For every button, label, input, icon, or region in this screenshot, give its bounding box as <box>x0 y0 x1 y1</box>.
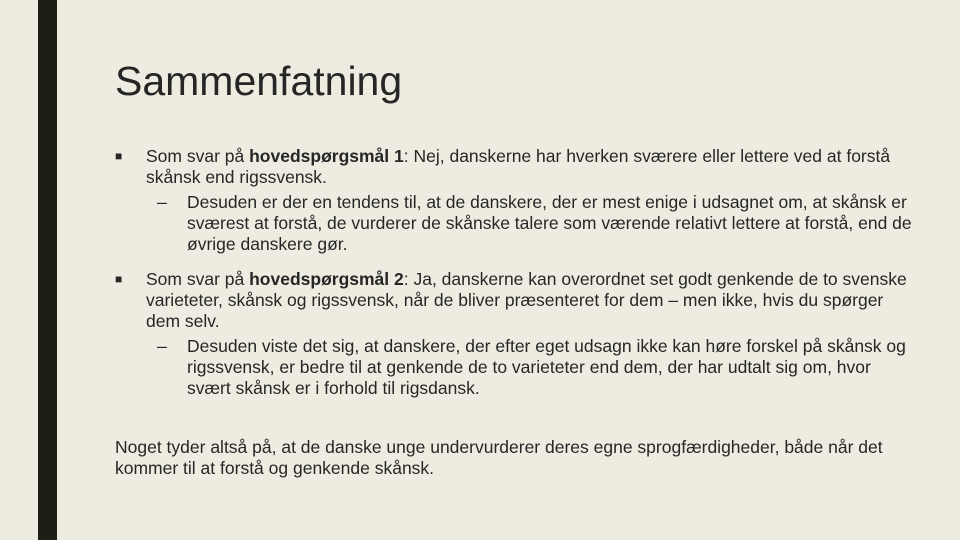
bullet-item-2 <box>115 269 915 332</box>
bullet-1-bold: hovedspørgsmål 1 <box>249 146 404 166</box>
bullet-2-bold: hovedspørgsmål 2 <box>249 269 404 289</box>
slide-body <box>115 146 915 479</box>
sub-bullet-item-2 <box>115 336 915 399</box>
slide-title: Sammenfatning <box>115 58 403 104</box>
dash-bullet-icon: – <box>157 336 167 356</box>
bullet-2-text: : Ja, danskerne kan overordnet set godt genkende de to svenske varieteter, skånsk og rigssvensk, når de bliver præsenteret for dem – men ikke, hvis du spørger dem selv. <box>146 269 907 331</box>
sub-bullet-item-1 <box>115 192 915 255</box>
square-bullet-icon: ■ <box>115 272 123 286</box>
bullet-1-text: : Nej, danskerne har hverken sværere eller lettere ved at forstå skånsk end rigssvensk. <box>146 146 891 187</box>
conclusion-paragraph: Noget tyder altså på, at de danske unge undervurderer deres egne sprogfærdigheder, både når det kommer til at forstå og genkende skånsk. <box>115 437 883 478</box>
sub-bullet-1-text: Desuden er der en tendens til, at de danskere, der er mest enige i udsagnet om, at skånsk er sværest at forstå, de vurderer de skånske talere som værende relativt lettere at forstå, end de øvrige danskere gør. <box>187 192 912 254</box>
bullet-1-prefix: Som svar på <box>146 146 250 166</box>
dash-bullet-icon: – <box>157 192 167 212</box>
decorative-side-bar <box>38 0 57 540</box>
bullet-item-1 <box>115 146 915 188</box>
square-bullet-icon: ■ <box>115 149 123 163</box>
sub-bullet-2-text: Desuden viste det sig, at danskere, der efter eget udsagn ikke kan høre forskel på skånsk og rigssvensk, er bedre til at genkende de to varieteter end dem, der har udtalt sig om, hvor svært skånsk er i forhold til rigsdansk. <box>187 336 906 398</box>
bullet-2-prefix: Som svar på <box>146 269 250 289</box>
